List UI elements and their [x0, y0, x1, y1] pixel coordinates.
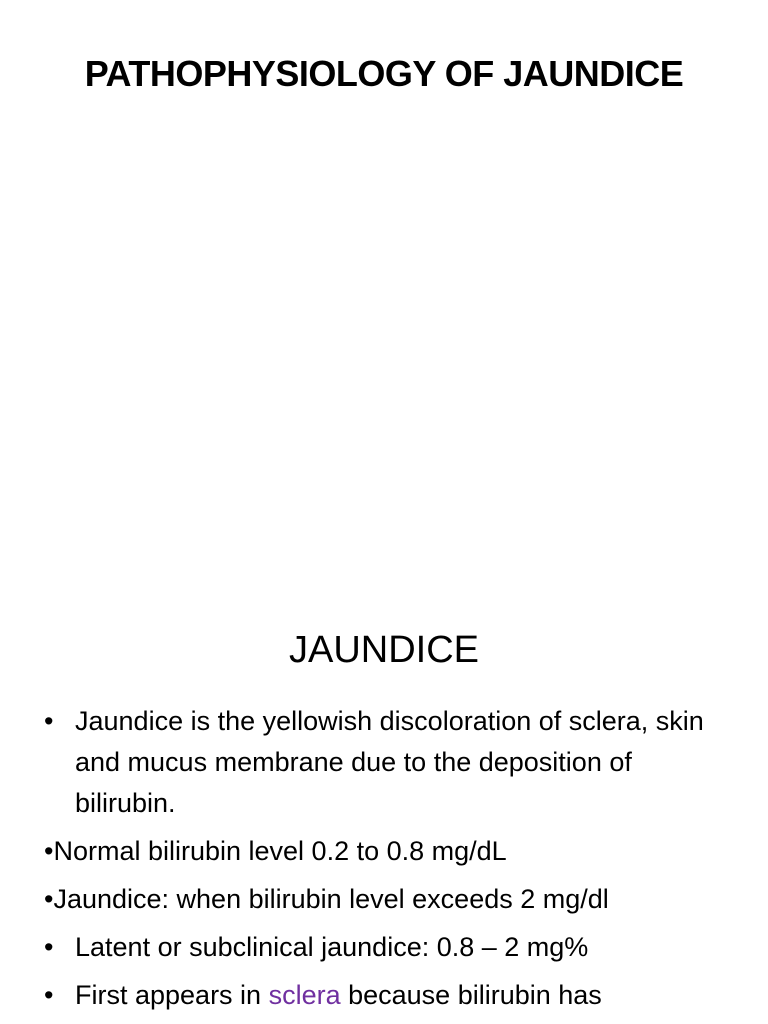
bullet-icon: •	[44, 932, 54, 962]
bullet-text: Latent or subclinical jaundice: 0.8 – 2 mg%	[75, 932, 589, 962]
slide-title: PATHOPHYSIOLOGY OF JAUNDICE	[84, 53, 684, 94]
bullet-list	[44, 701, 734, 1023]
bullet-text-before: First appears in	[75, 980, 269, 1010]
bullet-item-sclera	[44, 975, 734, 1016]
bullet-text: Normal bilirubin level 0.2 to 0.8 mg/dL	[53, 836, 507, 866]
bullet-icon: •	[44, 980, 54, 1010]
bullet-text: Jaundice is the yellowish discoloration of sclera, skin and mucus membrane due to the deposition of bilirubin.	[75, 706, 704, 818]
slide-jaundice	[0, 576, 768, 1024]
bullet-text-after: because bilirubin has	[340, 980, 602, 1010]
bullet-text: Jaundice: when bilirubin level exceeds 2 mg/dl	[53, 884, 609, 914]
bullet-icon: •	[44, 706, 54, 736]
bullet-item-definition	[44, 701, 734, 824]
bullet-item-normal-level	[44, 831, 734, 872]
bullet-icon: •	[44, 836, 54, 866]
bullet-icon: •	[44, 884, 54, 914]
bullet-item-latent	[44, 927, 734, 968]
bullet-item-threshold	[44, 879, 734, 920]
slide-title: JAUNDICE	[288, 629, 480, 671]
sclera-highlight: sclera	[268, 980, 341, 1010]
